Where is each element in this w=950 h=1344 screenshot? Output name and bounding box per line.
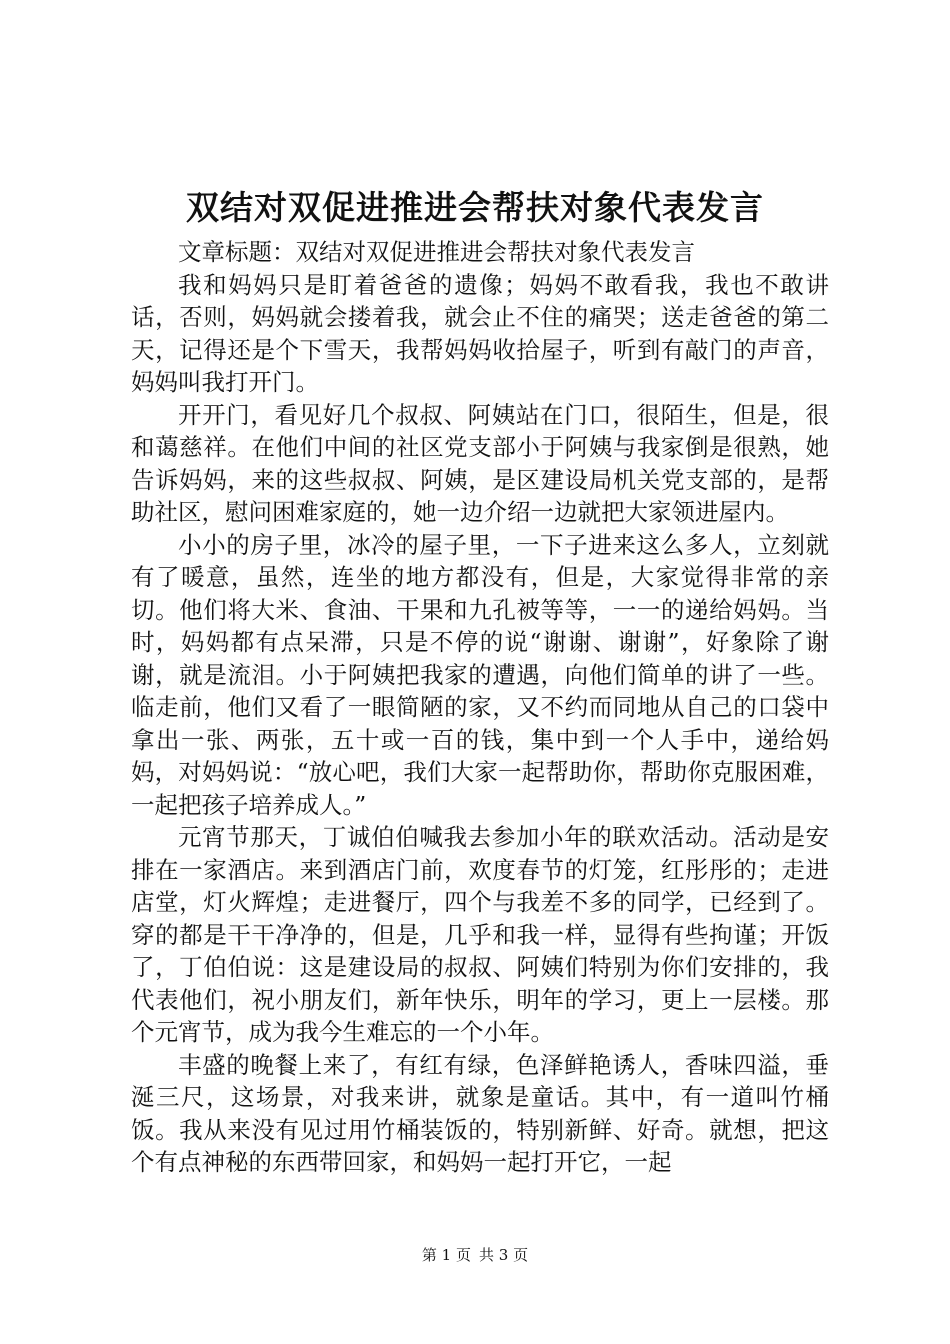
document-title: 双结对双促进推进会帮扶对象代表发言 [186, 188, 764, 227]
page-number: 第 1 页 [421, 1246, 471, 1264]
paragraph: 开开门，看见好几个叔叔、阿姨站在门口，很陌生，但是，很和蔼慈祥。在他们中间的社区党支部小于阿姨与我家倒是很熟，她告诉妈妈，来的这些叔叔、阿姨，是区建设局机关党支部的，是帮助社区，慰问困难家庭的，她一边介绍一边就把大家领进屋内。 [131, 400, 829, 526]
page-total: 共 3 页 [479, 1246, 529, 1264]
paragraph: 丰盛的晚餐上来了，有红有绿，色泽鲜艳诱人，香味四溢，垂涎三尺，这场景，对我来讲，就象是童话。其中，有一道叫竹桶饭。我从来没有见过用竹桶装饭的，特别新鲜、好奇。就想，把这个有点神秘的东西带回家，和妈妈一起打开它，一起 [131, 1050, 829, 1176]
document-body [131, 236, 829, 1179]
paragraph-article-title: 文章标题：双结对双促进推进会帮扶对象代表发言 [178, 238, 695, 266]
paragraph: 小小的房子里，冰冷的屋子里，一下子进来这么多人，立刻就有了暖意，虽然，连坐的地方都没有，但是，大家觉得非常的亲切。他们将大米、食油、干果和九孔被等等，一一的递给妈妈。当时，妈妈都有点呆滞，只是不停的说“谢谢、谢谢”，好象除了谢谢，就是流泪。小于阿姨把我家的遭遇，向他们简单的讲了一些。临走前，他们又看了一眼简陋的家，又不约而同地从自己的口袋中拿出一张、两张，五十或一百的钱，集中到一个人手中，递给妈妈，对妈妈说：“放心吧，我们大家一起帮助你，帮助你克服困难，一起把孩子培养成人。” [131, 530, 829, 819]
paragraph: 我和妈妈只是盯着爸爸的遗像；妈妈不敢看我，我也不敢讲话，否则，妈妈就会搂着我，就会止不住的痛哭；送走爸爸的第二天，记得还是个下雪天，我帮妈妈收拾屋子，听到有敲门的声音，妈妈叫我打开门。 [131, 270, 829, 396]
page-footer [0, 1245, 950, 1265]
paragraph: 元宵节那天，丁诚伯伯喊我去参加小年的联欢活动。活动是安排在一家酒店。来到酒店门前，欢度春节的灯笼，红彤彤的；走进店堂，灯火辉煌；走进餐厅，四个与我差不多的同学，已经到了。穿的都是干干净净的，但是，几乎和我一样，显得有些拘谨；开饭了，丁伯伯说：这是建设局的叔叔、阿姨们特别为你们安排的，我代表他们，祝小朋友们，新年快乐，明年的学习，更上一层楼。那个元宵节，成为我今生难忘的一个小年。 [131, 823, 829, 1046]
